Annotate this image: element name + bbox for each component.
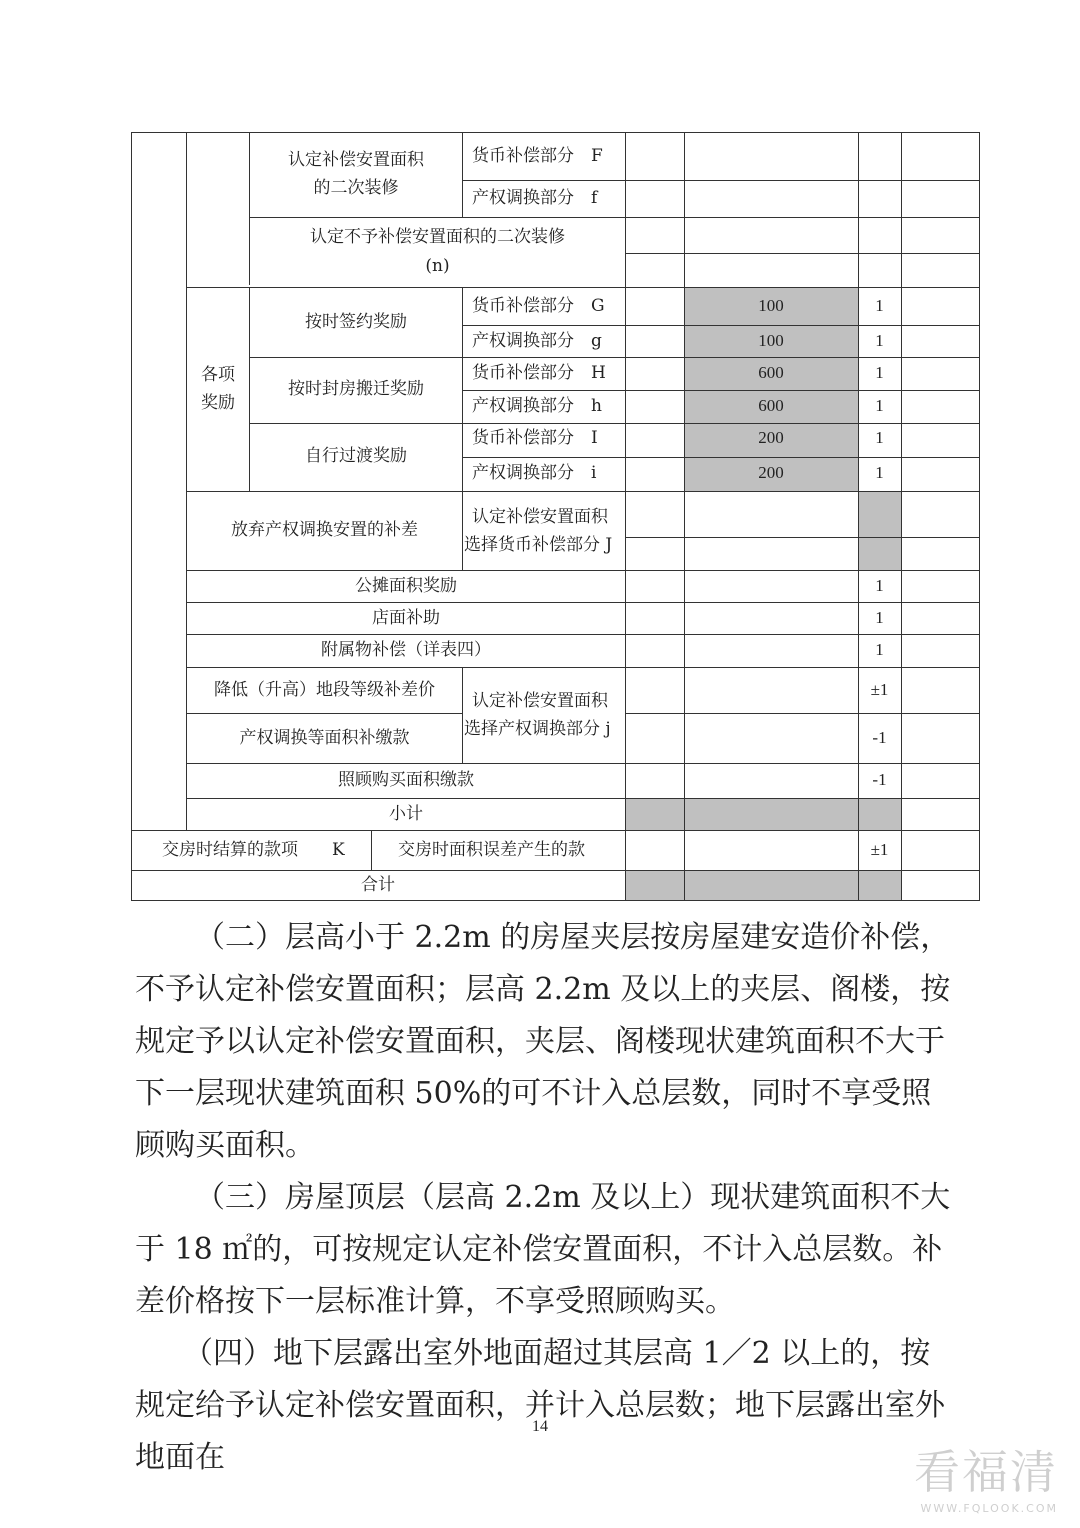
- grade-diff: 降低（升高）地段等级补差价: [214, 680, 435, 700]
- sel-money-line1: 认定补偿安置面积: [472, 507, 608, 527]
- paragraph-3: （三）房屋顶层（层高 2.2m 及以上）现状建筑面积不大于 18 ㎡的，可按规定认定补偿安置面积，不计入总层数。补差价格按下一层标准计算，不享受照顾购买。: [135, 1180, 951, 1319]
- share-area-coef: 1: [875, 576, 884, 595]
- watermark-url: WWW.FQLOOK.COM: [920, 1502, 1058, 1515]
- money-H: 货币补偿部分 H: [472, 363, 606, 383]
- sel-money-line2: 选择货币补偿部分 J: [464, 535, 613, 555]
- handover-area-error: 交房时面积误差产生的款: [398, 840, 585, 860]
- decor-label-line1: 认定补偿安置面积: [288, 150, 424, 170]
- sel-prop-line1: 认定补偿安置面积: [472, 691, 608, 711]
- handover-settlement: 交房时结算的款项 K: [162, 840, 345, 860]
- prop-f: 产权调换部分 f: [472, 188, 598, 208]
- value-h: 600: [758, 396, 784, 415]
- prop-i: 产权调换部分 i: [472, 463, 597, 483]
- grade-coef: ±1: [870, 680, 889, 699]
- money-I: 货币补偿部分 I: [472, 428, 598, 448]
- equal-area-coef: -1: [872, 728, 887, 747]
- value-H: 600: [758, 363, 784, 382]
- paragraph-2: （二）层高小于 2.2m 的房屋夹层按房屋建安造价补偿，不予认定补偿安置面积；层高 2.2m 及以上的夹层、阁楼，按规定予以认定补偿安置面积，夹层、阁楼现状建筑面积不大于下一层现状建筑面积 50%的可不计入总层数，同时不享受照顾购买面积。: [135, 920, 951, 1163]
- coef-g: 1: [875, 331, 884, 350]
- nodecor-line2: (n): [425, 256, 450, 276]
- value-g: 100: [758, 331, 784, 350]
- awards-group-line1: 各项: [201, 365, 235, 385]
- attachment-coef: 1: [875, 640, 884, 659]
- share-area-award: 公摊面积奖励: [355, 576, 457, 596]
- money-F: 货币补偿部分 F: [472, 146, 603, 166]
- shade-subtotal-b: [858, 798, 901, 830]
- shop-subsidy: 店面补助: [372, 608, 440, 628]
- coef-i: 1: [875, 463, 884, 482]
- self-award: 自行过渡奖励: [305, 446, 407, 466]
- value-G: 100: [758, 296, 784, 315]
- coef-I: 1: [875, 428, 884, 447]
- prop-g: 产权调换部分 g: [472, 331, 602, 351]
- coef-h: 1: [875, 396, 884, 415]
- body-paragraphs: [135, 912, 955, 1484]
- sel-prop-line2: 选择产权调换部分 j: [464, 719, 611, 739]
- paragraph-4: （四）地下层露出室外地面超过其层高 1／2 以上的，按规定给予认定补偿安置面积，并计入总层数；地下层露出室外地面在: [135, 1336, 945, 1475]
- shade-total-a: [625, 870, 858, 900]
- shade-subtotal-a: [625, 798, 858, 830]
- sign-award: 按时签约奖励: [305, 312, 407, 332]
- page-number: 14: [532, 1418, 548, 1435]
- total-label: 合计: [361, 875, 395, 895]
- watermark: [914, 1436, 1058, 1515]
- shop-coef: 1: [875, 608, 884, 627]
- subtotal-label: 小计: [389, 804, 423, 824]
- value-i: 200: [758, 463, 784, 482]
- handover-coef: ±1: [870, 840, 889, 859]
- attachment-compensation: 附属物补偿（详表四）: [321, 640, 491, 660]
- shade-j-col: [858, 491, 901, 570]
- prop-h: 产权调换部分 h: [472, 396, 602, 416]
- watermark-brand: 看福清: [914, 1445, 1058, 1499]
- buy-area-payment: 照顾购买面积缴款: [338, 770, 474, 790]
- buy-area-coef: -1: [872, 770, 887, 789]
- give-up-diff: 放弃产权调换安置的补差: [231, 520, 418, 540]
- nodecor-line1: 认定不予补偿安置面积的二次装修: [310, 227, 565, 247]
- shade-total-b: [858, 870, 901, 900]
- coef-H: 1: [875, 363, 884, 382]
- awards-group-line2: 奖励: [201, 393, 235, 413]
- equal-area-payment: 产权调换等面积补缴款: [239, 728, 410, 748]
- money-G: 货币补偿部分 G: [472, 296, 605, 316]
- move-award: 按时封房搬迁奖励: [288, 379, 424, 399]
- decor-label-line2: 的二次装修: [313, 178, 399, 198]
- coef-G: 1: [875, 296, 884, 315]
- value-I: 200: [758, 428, 784, 447]
